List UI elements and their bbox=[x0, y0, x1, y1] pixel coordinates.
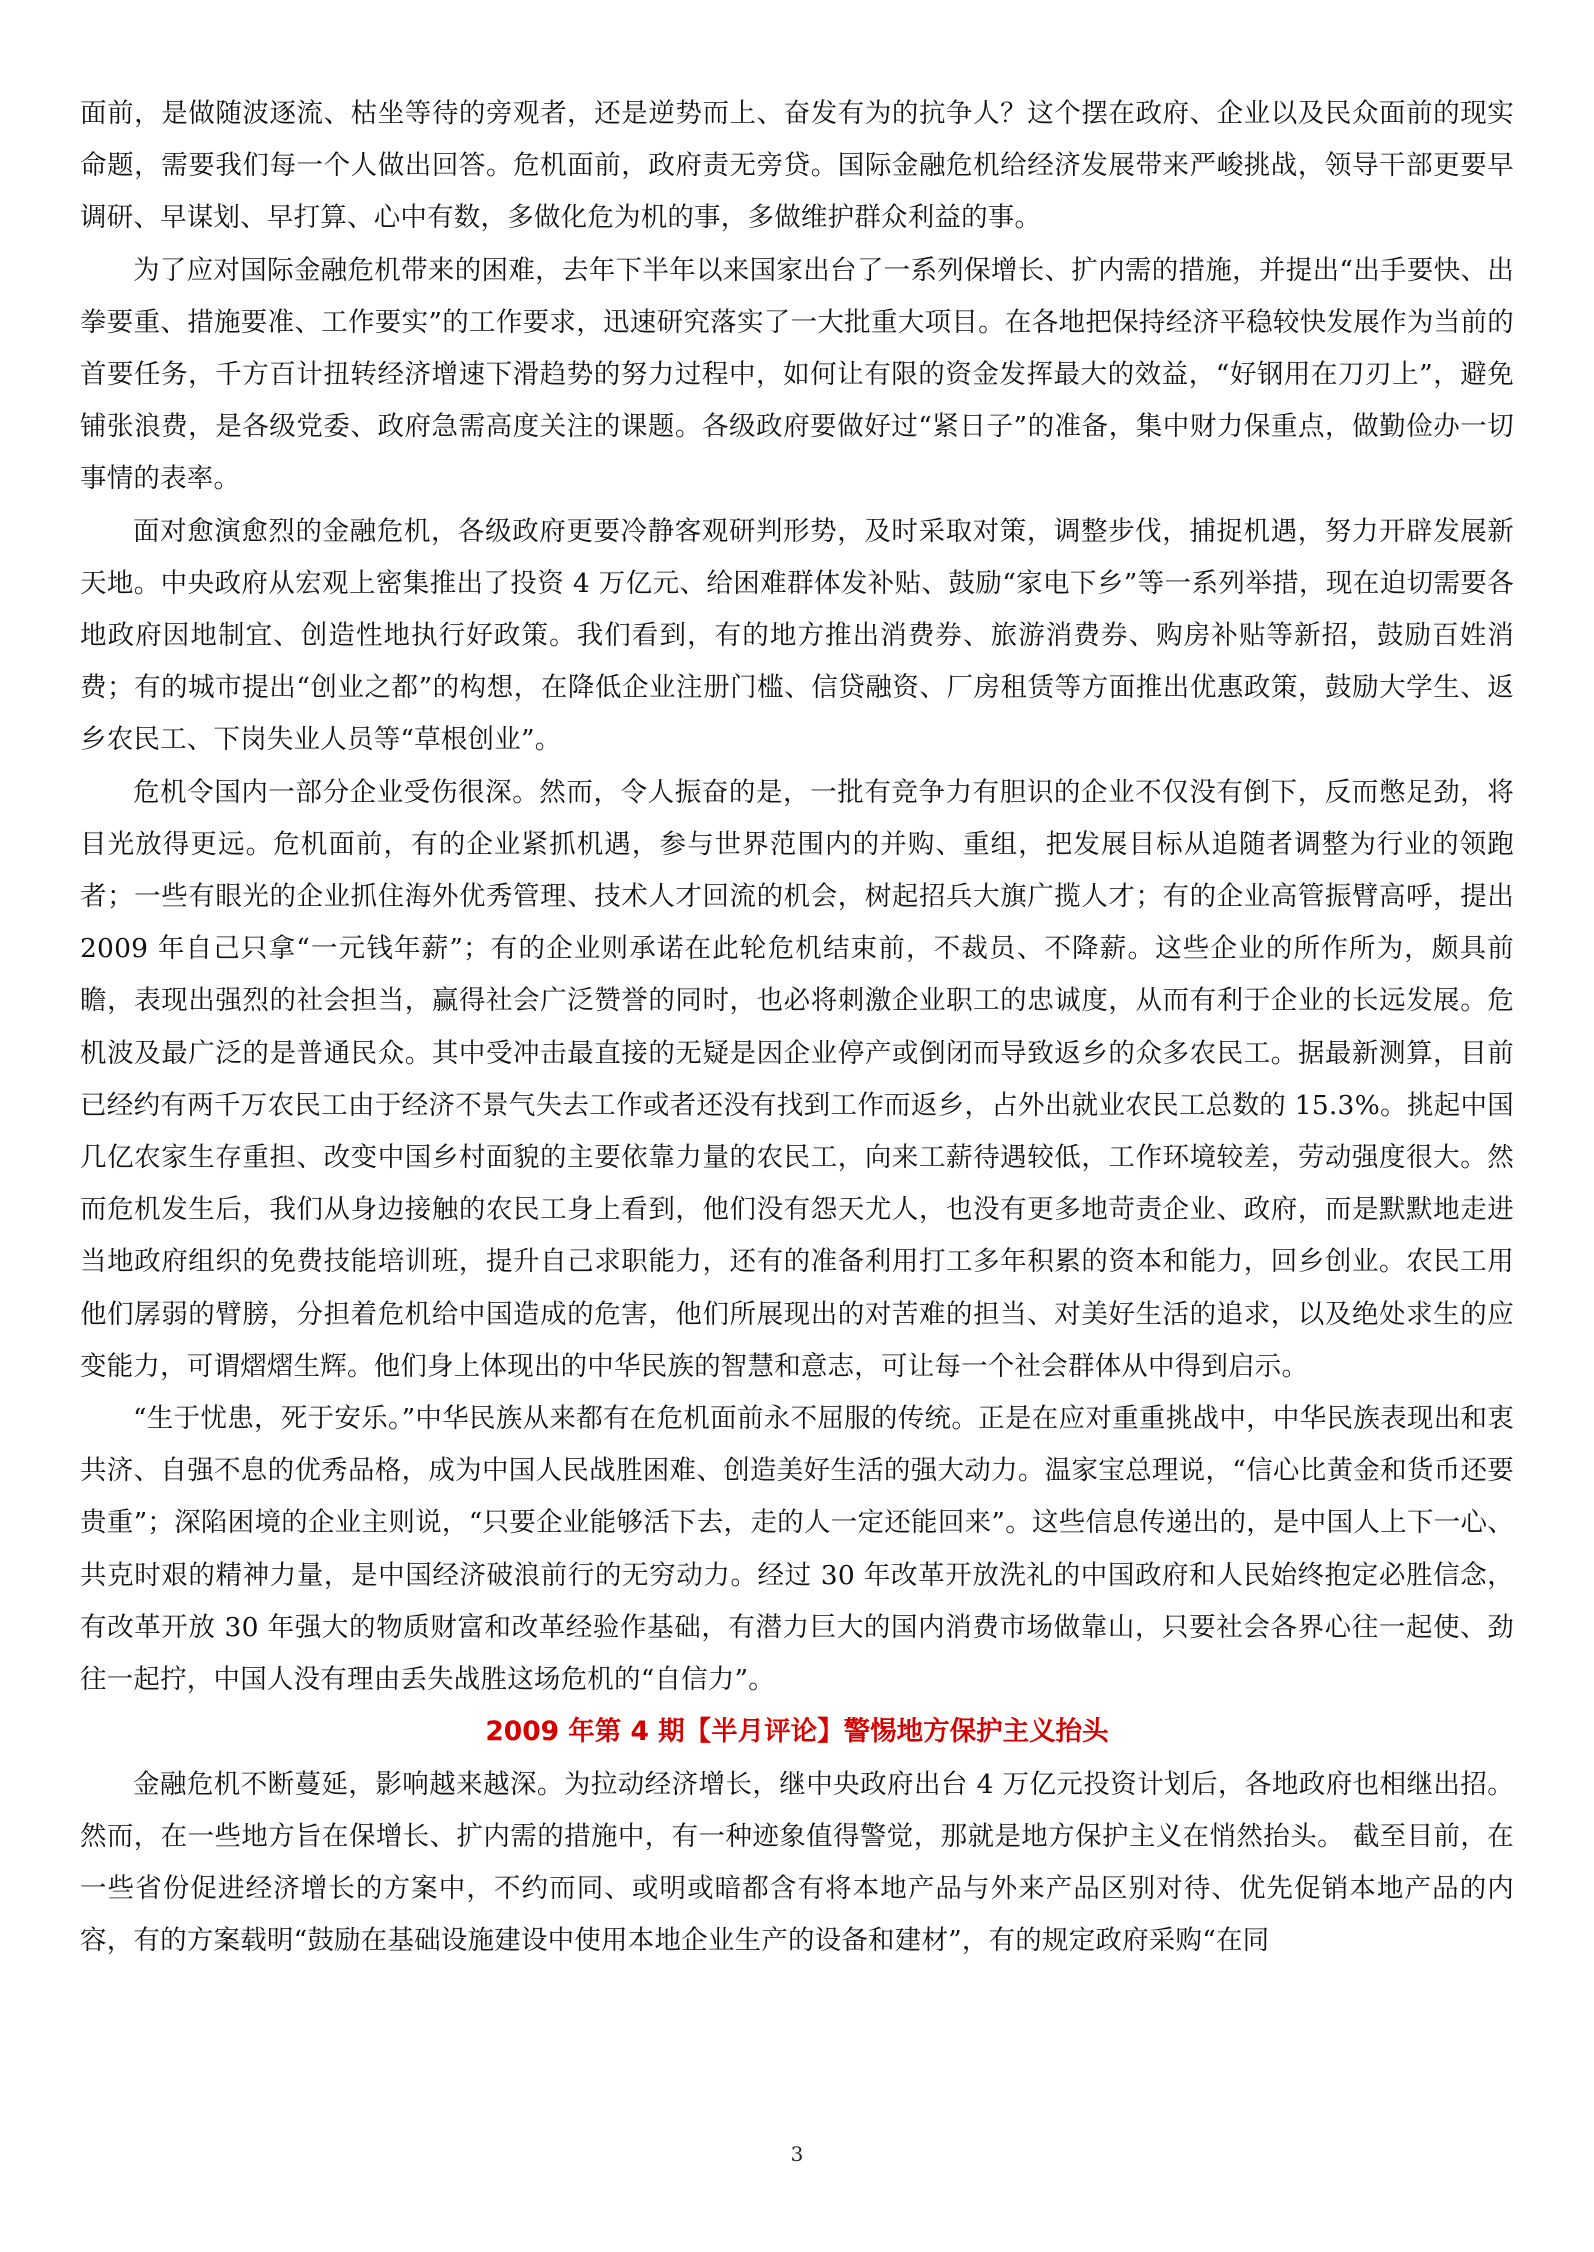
paragraph: 面对愈演愈烈的金融危机，各级政府更要冷静客观研判形势，及时采取对策，调整步伐，捕捉机遇，努力开辟发展新天地。中央政府从宏观上密集推出了投资 4 万亿元、给困难群体发补贴、鼓励“家电下乡”等一系列举措，现在迫切需要各地政府因地制宜、创造性地执行好政策。我们看到，有的地方推出消费券、旅游消费券、购房补贴等新招，鼓励百姓消费；有的城市提出“创业之都”的构想，在降低企业注册门槛、信贷融资、厂房租赁等方面推出优惠政策，鼓励大学生、返乡农民工、下岗失业人员等“草根创业”。 bbox=[80, 515, 1514, 756]
paragraph: 金融危机不断蔓延，影响越来越深。为拉动经济增长，继中央政府出台 4 万亿元投资计划后，各地政府也相继出招。然而，在一些地方旨在保增长、扩内需的措施中，有一种迹象值得警觉，那就是地方保护主义在悄然抬头。 截至目前，在一些省份促进经济增长的方案中，不约而同、或明或暗都含有将本地产品与外来产品区别对待、优先促销本地产品的内容，有的方案载明“鼓励在基础设施建设中使用本地企业生产的设备和建材”，有的规定政府采购“在同 bbox=[80, 1768, 1514, 1957]
document-body bbox=[80, 88, 1514, 1967]
paragraph: 为了应对国际金融危机带来的困难，去年下半年以来国家出台了一系列保增长、扩内需的措施，并提出“出手要快、出拳要重、措施要准、工作要实”的工作要求，迅速研究落实了一大批重大项目。在各地把保持经济平稳较快发展作为当前的首要任务，千方百计扭转经济增速下滑趋势的努力过程中，如何让有限的资金发挥最大的效益，“好钢用在刀刃上”，避免铺张浪费，是各级党委、政府急需高度关注的课题。各级政府要做好过“紧日子”的准备，集中财力保重点，做勤俭办一切事情的表率。 bbox=[80, 254, 1514, 495]
section-heading: 2009 年第 4 期【半月评论】警惕地方保护主义抬头 bbox=[485, 1716, 1109, 1748]
page-number: 3 bbox=[790, 2142, 804, 2166]
paragraph-continued: 面前，是做随波逐流、枯坐等待的旁观者，还是逆势而上、奋发有为的抗争人？这个摆在政府、企业以及民众面前的现实命题，需要我们每一个人做出回答。危机面前，政府责无旁贷。国际金融危机给经济发展带来严峻挑战，领导干部更要早调研、早谋划、早打算、心中有数，多做化危为机的事，多做维护群众利益的事。 bbox=[80, 98, 1514, 234]
paragraph: “生于忧患，死于安乐。”中华民族从来都有在危机面前永不屈服的传统。正是在应对重重挑战中，中华民族表现出和衷共济、自强不息的优秀品格，成为中国人民战胜困难、创造美好生活的强大动力。温家宝总理说，“信心比黄金和货币还要贵重”；深陷困境的企业主则说，“只要企业能够活下去，走的人一定还能回来”。这些信息传递出的，是中国人上下一心、共克时艰的精神力量，是中国经济破浪前行的无穷动力。经过 30 年改革开放洗礼的中国政府和人民始终抱定必胜信念，有改革开放 30 年强大的物质财富和改革经验作基础，有潜力巨大的国内消费市场做靠山，只要社会各界心往一起使、劲往一起拧，中国人没有理由丢失战胜这场危机的“自信力”。 bbox=[80, 1403, 1514, 1696]
paragraph: 危机令国内一部分企业受伤很深。然而，令人振奋的是，一批有竞争力有胆识的企业不仅没有倒下，反而憋足劲，将目光放得更远。危机面前，有的企业紧抓机遇，参与世界范围内的并购、重组，把发展目标从追随者调整为行业的领跑者；一些有眼光的企业抓住海外优秀管理、技术人才回流的机会，树起招兵大旗广揽人才；有的企业高管振臂高呼，提出 2009 年自己只拿“一元钱年薪”；有的企业则承诺在此轮危机结束前，不裁员、不降薪。这些企业的所作所为，颇具前瞻，表现出强烈的社会担当，赢得社会广泛赞誉的同时，也必将刺激企业职工的忠诚度，从而有利于企业的长远发展。危机波及最广泛的是普通民众。其中受冲击最直接的无疑是因企业停产或倒闭而导致返乡的众多农民工。据最新测算，目前已经约有两千万农民工由于经济不景气失去工作或者还没有找到工作而返乡，占外出就业农民工总数的 15.3%。挑起中国几亿农家生存重担、改变中国乡村面貌的主要依靠力量的农民工，向来工薪待遇较低，工作环境较差，劳动强度很大。然而危机发生后，我们从身边接触的农民工身上看到，他们没有怨天尤人，也没有更多地苛责企业、政府，而是默默地走进当地政府组织的免费技能培训班，提升自己求职能力，还有的准备利用打工多年积累的资本和能力，回乡创业。农民工用他们孱弱的臂膀，分担着危机给中国造成的危害，他们所展现出的对苦难的担当、对美好生活的追求，以及绝处求生的应变能力，可谓熠熠生辉。他们身上体现出的中华民族的智慧和意志，可让每一个社会群体从中得到启示。 bbox=[80, 776, 1514, 1382]
